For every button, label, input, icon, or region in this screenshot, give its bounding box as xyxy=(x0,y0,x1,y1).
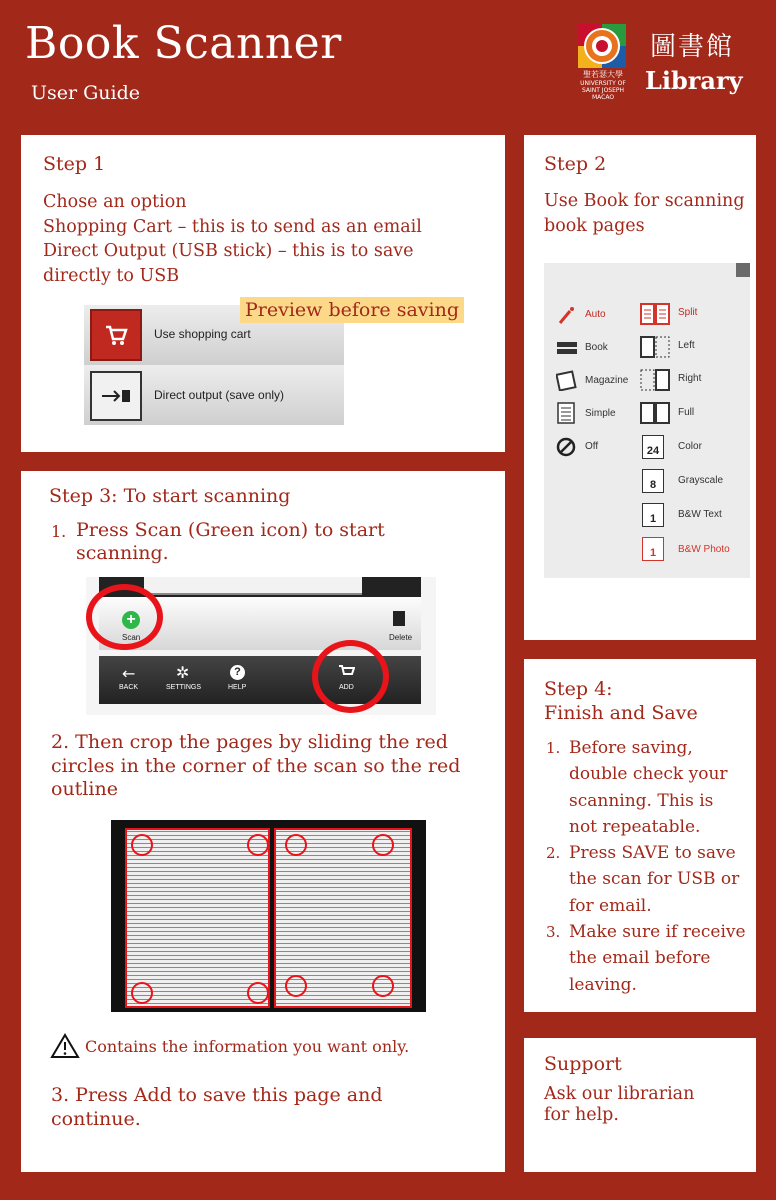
step2-card xyxy=(524,135,756,640)
back-label: BACK xyxy=(119,684,139,691)
crop-handle-1[interactable] xyxy=(131,834,153,856)
university-name: 聖若瑟大學 UNIVERSITY OF SAINT JOSEPH MACAO xyxy=(580,70,626,101)
step1-card xyxy=(21,135,505,452)
scan-label: Scan xyxy=(122,633,141,642)
preview-callout: Preview before saving xyxy=(240,297,464,323)
off-icon xyxy=(556,436,578,463)
delete-label: Delete xyxy=(389,633,413,642)
scan-mode-panel xyxy=(544,263,750,578)
scan-toolbar-image xyxy=(86,577,436,715)
color-color[interactable]: Color xyxy=(678,441,702,452)
direct-output-label: Direct output (save only) xyxy=(154,388,285,402)
layout-right[interactable]: Right xyxy=(678,373,702,384)
scan-highlight-ring xyxy=(86,584,163,650)
support-text: Ask our librarian for help. xyxy=(544,1084,695,1125)
color-icon: 24 xyxy=(642,435,664,459)
auto-icon xyxy=(556,305,578,330)
direct-output-option[interactable] xyxy=(84,365,344,425)
magazine-icon xyxy=(556,369,578,396)
crop-handle-8[interactable] xyxy=(372,975,394,997)
library-name-english: Library xyxy=(645,66,743,95)
settings-label: SETTINGS xyxy=(166,684,202,691)
step4-item: 1. Before saving, double check your scanning. This is not repeatable. xyxy=(546,738,728,837)
book-icon xyxy=(556,339,578,362)
library-name-chinese: 圖書館 xyxy=(650,32,735,62)
step4-item: 2. Press SAVE to save the scan for USB or for email. xyxy=(546,843,740,916)
crop-scan-image xyxy=(111,820,426,1012)
color-bw-photo[interactable]: B&W Photo xyxy=(678,544,730,555)
crop-handle-3[interactable] xyxy=(285,834,307,856)
color-bw-text[interactable]: B&W Text xyxy=(678,509,722,520)
color-grayscale[interactable]: Grayscale xyxy=(678,475,724,486)
panel-corner xyxy=(736,263,750,277)
scan-plus-icon[interactable]: + xyxy=(122,611,140,629)
step3-item1: Press Scan (Green icon) to start scanning. xyxy=(76,519,385,564)
step3-item3: 3. Press Add to save this page and continue. xyxy=(51,1084,383,1130)
step3-card xyxy=(21,471,505,1172)
page-title: Book Scanner xyxy=(25,18,342,69)
step2-heading: Step 2 xyxy=(544,153,607,175)
help-icon[interactable]: ? xyxy=(230,665,245,680)
step4-list xyxy=(546,735,746,998)
mode-book[interactable]: Book xyxy=(585,342,608,353)
cart-icon xyxy=(90,309,142,361)
warning-icon xyxy=(50,1033,80,1063)
step1-heading: Step 1 xyxy=(43,153,106,175)
shopping-cart-label: Use shopping cart xyxy=(154,327,251,341)
full-icon xyxy=(640,402,670,429)
mode-auto[interactable]: Auto xyxy=(585,309,606,320)
step2-text: Use Book for scanning book pages xyxy=(544,191,745,236)
crop-handle-5[interactable] xyxy=(131,982,153,1004)
step4-card xyxy=(524,659,756,1012)
split-icon xyxy=(640,303,670,330)
trash-icon[interactable] xyxy=(393,611,405,626)
back-arrow-icon[interactable]: ← xyxy=(122,664,136,683)
crop-handle-2[interactable] xyxy=(247,834,269,856)
right-icon xyxy=(640,369,670,396)
mode-simple[interactable]: Simple xyxy=(585,408,616,419)
crop-handle-6[interactable] xyxy=(247,982,269,1004)
step3-item2: 2. Then crop the pages by sliding the red circles in the corner of the scan so the red outline xyxy=(51,731,461,800)
layout-full[interactable]: Full xyxy=(678,407,695,418)
simple-icon xyxy=(556,402,578,429)
step1-text: Chose an option Shopping Cart – this is to send as an email Direct Output (USB stick) – this is to save directly to USB xyxy=(43,192,422,286)
layout-split[interactable]: Split xyxy=(678,307,698,318)
mode-magazine[interactable]: Magazine xyxy=(585,375,629,386)
step3-item1-number: 1. xyxy=(51,522,67,541)
help-label: HELP xyxy=(228,684,247,691)
page-subtitle: User Guide xyxy=(31,82,141,104)
support-card xyxy=(524,1038,756,1172)
settings-gear-icon[interactable]: ✲ xyxy=(176,663,190,682)
layout-left[interactable]: Left xyxy=(678,340,695,351)
bw-photo-icon: 1 xyxy=(642,537,664,561)
step4-heading: Step 4: Finish and Save xyxy=(544,678,698,724)
mode-off[interactable]: Off xyxy=(585,441,599,452)
usb-icon xyxy=(90,371,142,421)
support-heading: Support xyxy=(544,1053,622,1075)
bw-text-icon: 1 xyxy=(642,503,664,527)
add-highlight-ring xyxy=(312,640,389,713)
step4-item: 3. Make sure if receive the email before leaving. xyxy=(546,922,746,995)
step3-heading: Step 3: To start scanning xyxy=(49,485,291,507)
crop-handle-7[interactable] xyxy=(285,975,307,997)
warning-text: Contains the information you want only. xyxy=(85,1037,410,1056)
left-icon xyxy=(640,336,670,363)
crop-handle-4[interactable] xyxy=(372,834,394,856)
add-label: ADD xyxy=(339,684,354,691)
university-logo xyxy=(578,24,626,68)
output-options-panel xyxy=(84,305,344,425)
grayscale-icon: 8 xyxy=(642,469,664,493)
